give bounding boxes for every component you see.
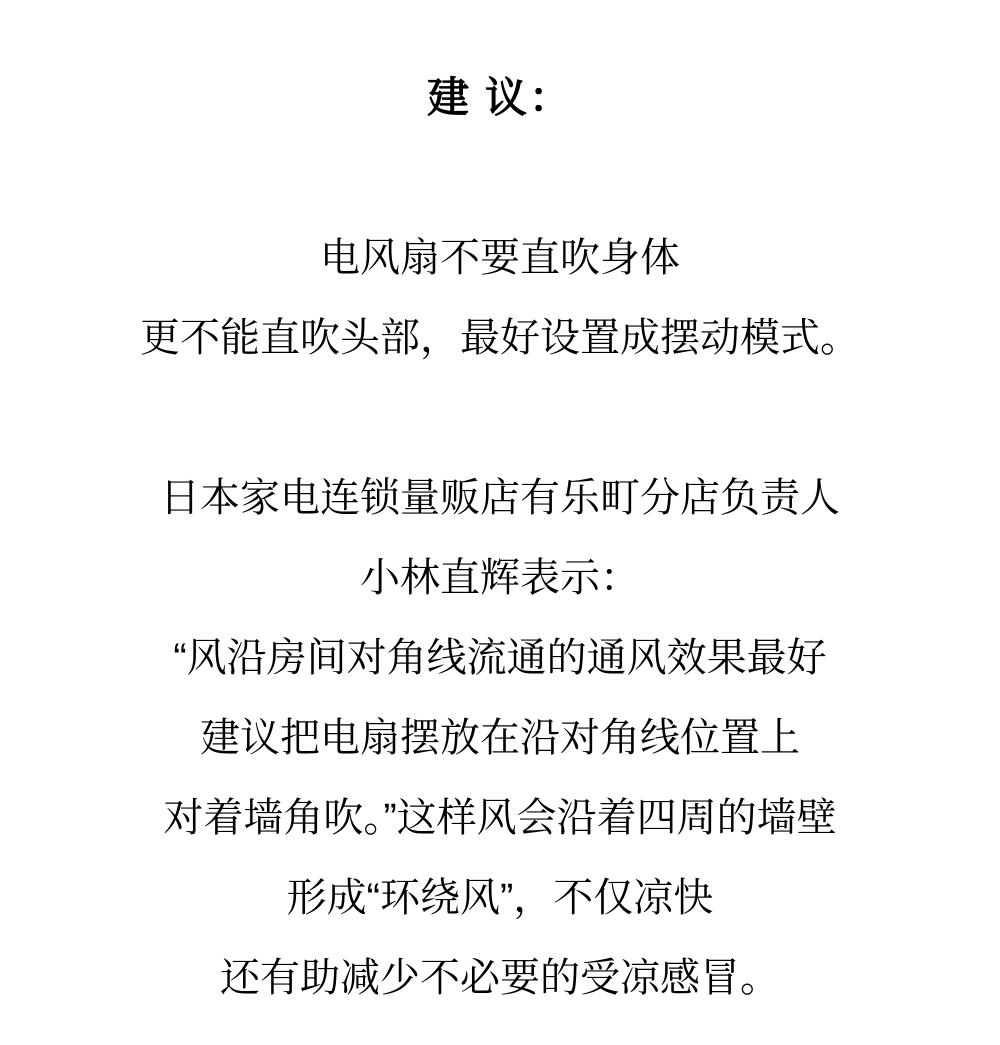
- page-title: 建 议：: [427, 74, 573, 121]
- text-line: “风沿房间对角线流通的通风效果最好: [173, 636, 827, 680]
- text-line: 更不能直吹头部，最好设置成摆动模式。: [140, 316, 860, 360]
- text-line: 形成“环绕风”，不仅凉快: [286, 876, 714, 920]
- text-line: 还有助减少不必要的受凉感冒。: [220, 956, 780, 1000]
- text-line: 电风扇不要直吹身体: [320, 236, 680, 280]
- text-line: 日本家电连锁量贩店有乐町分店负责人: [160, 476, 840, 520]
- paragraph-gap: [0, 138, 1000, 218]
- text-line: 小林直辉表示：: [360, 556, 640, 600]
- text-line: 对着墙角吹。”这样风会沿着四周的墙壁: [163, 796, 837, 840]
- paragraph-expert-quote: [0, 458, 1000, 1018]
- paragraph-fan-advice: [0, 218, 1000, 378]
- text-line: 建议把电扇摆放在沿对角线位置上: [200, 716, 800, 760]
- paragraph-gap: [0, 378, 1000, 458]
